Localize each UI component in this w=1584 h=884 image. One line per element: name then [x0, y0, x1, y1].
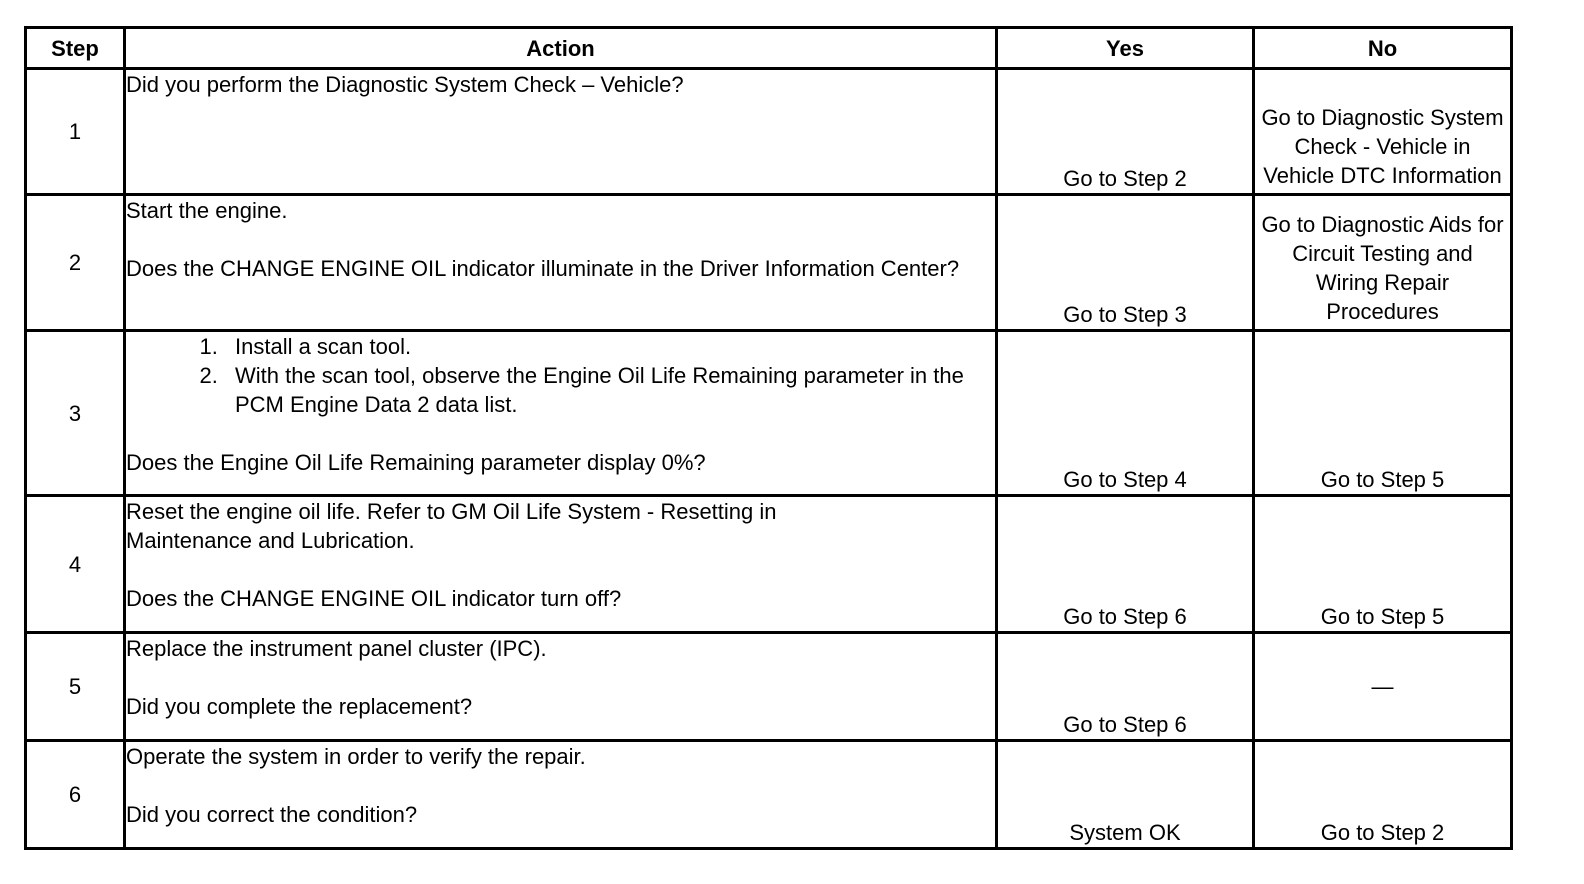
yes-result: Go to Step 3 [997, 195, 1254, 331]
diagnostic-table [24, 26, 1513, 850]
table-row [26, 195, 1512, 331]
action-instruction: Did you perform the Diagnostic System Check – Vehicle? [126, 72, 684, 97]
header-action: Action [125, 28, 997, 69]
table-row [26, 496, 1512, 633]
no-result: — [1254, 633, 1512, 741]
no-result: Go to Step 5 [1254, 496, 1512, 633]
no-result: Go to Diagnostic Aids for Circuit Testing and Wiring Repair Procedures [1254, 195, 1512, 331]
no-result: Go to Diagnostic System Check - Vehicle in Vehicle DTC Information [1254, 69, 1512, 195]
substep-list [126, 332, 995, 419]
header-no: No [1254, 28, 1512, 69]
action-instruction: Start the engine. [126, 198, 288, 223]
step-number: 6 [26, 741, 125, 849]
action-question: Does the CHANGE ENGINE OIL indicator turn off? [126, 586, 622, 611]
action-question: Does the Engine Oil Life Remaining parameter display 0%? [126, 450, 706, 475]
action-cell [125, 633, 997, 741]
table-row [26, 741, 1512, 849]
yes-result: Go to Step 2 [997, 69, 1254, 195]
action-cell [125, 496, 997, 633]
action-instruction: Operate the system in order to verify the repair. [126, 744, 586, 769]
action-cell [125, 331, 997, 496]
step-number: 4 [26, 496, 125, 633]
step-number: 1 [26, 69, 125, 195]
yes-result: Go to Step 6 [997, 633, 1254, 741]
yes-result: Go to Step 4 [997, 331, 1254, 496]
table-row [26, 69, 1512, 195]
step-number: 3 [26, 331, 125, 496]
step-number: 5 [26, 633, 125, 741]
yes-result: System OK [997, 741, 1254, 849]
header-row [26, 28, 1512, 69]
header-step: Step [26, 28, 125, 69]
action-instruction: Reset the engine oil life. Refer to GM Oil Life System - Resetting in Maintenance and Lubrication. [126, 499, 777, 553]
action-instruction: Replace the instrument panel cluster (IPC). [126, 636, 547, 661]
action-cell [125, 195, 997, 331]
action-cell [125, 69, 997, 195]
action-cell [125, 741, 997, 849]
substep-item: 2. With the scan tool, observe the Engine Oil Life Remaining parameter in the PCM Engine Data 2 data list. [224, 361, 995, 419]
yes-result: Go to Step 6 [997, 496, 1254, 633]
header-yes: Yes [997, 28, 1254, 69]
step-number: 2 [26, 195, 125, 331]
no-result: Go to Step 5 [1254, 331, 1512, 496]
substep-item: 1. Install a scan tool. [224, 332, 995, 361]
action-question: Does the CHANGE ENGINE OIL indicator illuminate in the Driver Information Center? [126, 256, 960, 281]
action-question: Did you correct the condition? [126, 802, 418, 827]
action-question: Did you complete the replacement? [126, 694, 473, 719]
no-result: Go to Step 2 [1254, 741, 1512, 849]
table-row [26, 331, 1512, 496]
table-row [26, 633, 1512, 741]
